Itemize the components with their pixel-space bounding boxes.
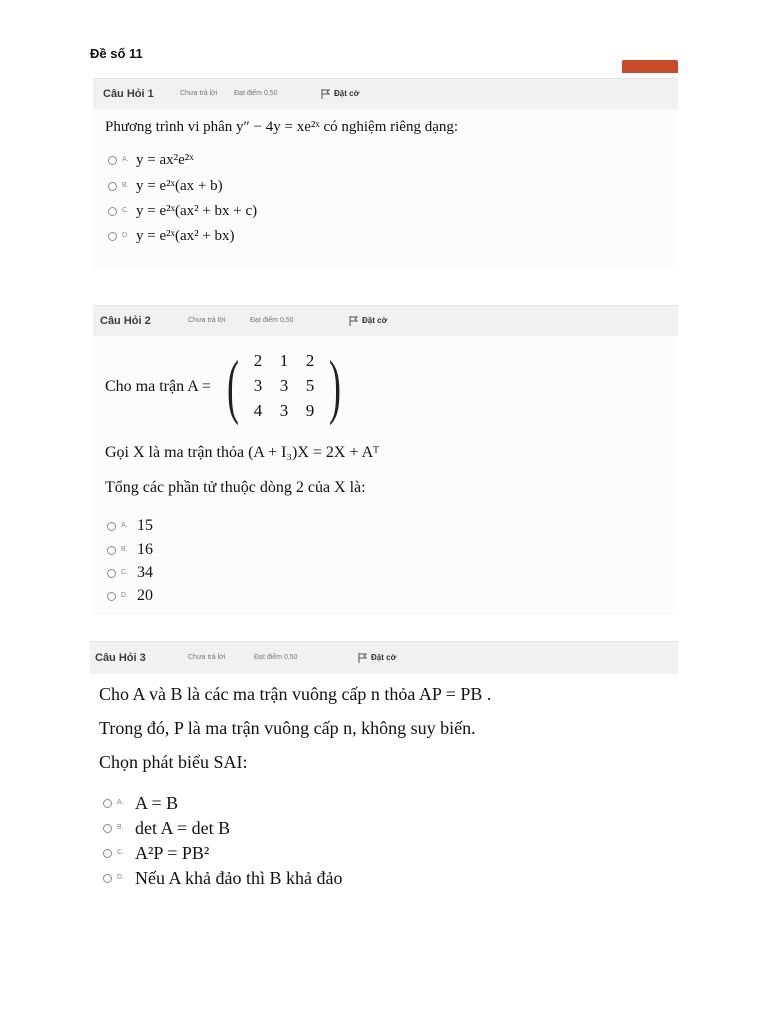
option-text: y = ax²e²ˣ <box>136 152 194 168</box>
option-text: y = e²ˣ(ax² + bx) <box>136 228 235 244</box>
question-3-number: Câu Hỏi 3 <box>95 652 146 664</box>
option-text: 16 <box>137 541 153 558</box>
option-letter: A. <box>122 156 129 163</box>
option-text: 15 <box>137 517 153 534</box>
radio-icon[interactable] <box>103 849 112 858</box>
option-text: det A = det B <box>135 818 231 838</box>
radio-icon[interactable] <box>107 522 116 531</box>
question-2-option-a[interactable] <box>107 516 307 536</box>
option-text: y = e²ˣ(ax² + bx + c) <box>136 203 258 219</box>
question-2-option-c[interactable] <box>107 563 307 583</box>
question-1-option-c[interactable] <box>108 201 408 221</box>
matrix-cell: 3 <box>253 376 263 395</box>
question-3-prompt-line-2: Trong đó, P là ma trận vuông cấp n, không suy biến. <box>99 718 476 738</box>
radio-icon[interactable] <box>103 824 112 833</box>
option-letter: A. <box>117 799 124 806</box>
radio-icon[interactable] <box>103 874 112 883</box>
radio-icon[interactable] <box>103 799 112 808</box>
question-2-card <box>93 305 678 615</box>
matrix-grid <box>245 351 323 421</box>
question-2-question: Tổng các phần tử thuộc dòng 2 của X là: <box>105 479 366 496</box>
question-3-card <box>90 641 678 911</box>
question-2-status: Chưa trả lời <box>188 317 226 324</box>
option-text: 34 <box>137 564 153 581</box>
option-letter: D. <box>117 874 124 881</box>
option-letter: C. <box>121 569 128 576</box>
question-3-status: Chưa trả lời <box>188 654 226 661</box>
option-letter: B. <box>117 824 124 831</box>
matrix-a <box>221 346 347 426</box>
matrix-cell: 2 <box>253 351 263 370</box>
question-3-prompt-line-1: Cho A và B là các ma trận vuông cấp n thỏa AP = PB . <box>99 684 492 704</box>
option-letter: C. <box>117 849 124 856</box>
matrix-cell: 3 <box>279 376 289 395</box>
question-3-body <box>90 674 678 911</box>
question-1-number: Câu Hỏi 1 <box>103 88 154 100</box>
question-2-condition: Gọi X là ma trận thỏa (A + I₃)X = 2X + Aᵀ <box>105 444 379 461</box>
option-letter: B. <box>121 546 128 553</box>
radio-icon[interactable] <box>107 592 116 601</box>
question-2-flag-label: Đặt cờ <box>362 316 388 325</box>
matrix-cell: 4 <box>253 401 263 420</box>
question-1-flag-label: Đặt cờ <box>334 89 360 98</box>
question-2-matrix-intro: Cho ma trận A = <box>105 378 211 395</box>
radio-icon[interactable] <box>108 232 117 241</box>
question-3-flag-button[interactable] <box>358 642 396 674</box>
question-1-body <box>93 109 678 270</box>
document-title: Đề số 11 <box>90 46 143 61</box>
question-2-body <box>93 336 678 615</box>
question-2-score: Đạt điểm 0,50 <box>250 317 294 324</box>
flag-icon <box>349 316 358 326</box>
question-3-prompt-line-3: Chọn phát biểu SAI: <box>99 752 248 772</box>
question-3-flag-label: Đặt cờ <box>371 653 397 662</box>
question-1-header <box>93 78 678 110</box>
question-1-prompt: Phương trình vi phân y″ − 4y = xe²ˣ có nghiệm riêng dạng: <box>105 119 459 135</box>
question-3-option-c[interactable] <box>103 842 423 864</box>
option-letter: C. <box>122 207 129 214</box>
right-bracket: ) <box>328 346 341 426</box>
question-2-option-d[interactable] <box>107 586 307 606</box>
radio-icon[interactable] <box>107 569 116 578</box>
flag-icon <box>358 653 367 663</box>
radio-icon[interactable] <box>108 182 117 191</box>
radio-icon[interactable] <box>108 207 117 216</box>
matrix-cell: 9 <box>305 401 315 420</box>
question-1-option-a[interactable] <box>108 150 408 170</box>
matrix-cell: 1 <box>279 351 289 370</box>
question-1-option-d[interactable] <box>108 226 408 246</box>
question-1-flag-button[interactable] <box>321 79 359 109</box>
question-3-score: Đạt điểm 0,50 <box>254 654 298 661</box>
navigation-tab-stub[interactable] <box>622 60 678 73</box>
option-text: A = B <box>135 793 179 813</box>
radio-icon[interactable] <box>108 156 117 165</box>
option-letter: B. <box>122 182 129 189</box>
question-2-header <box>93 305 678 337</box>
question-3-option-a[interactable] <box>103 792 423 814</box>
question-1-card <box>93 78 678 270</box>
left-bracket: ( <box>226 346 239 426</box>
question-1-option-b[interactable] <box>108 176 408 196</box>
question-1-score: Đạt điểm 0,50 <box>234 90 278 97</box>
question-2-number: Câu Hỏi 2 <box>100 315 151 327</box>
option-letter: A. <box>121 522 128 529</box>
matrix-cell: 3 <box>279 401 289 420</box>
question-3-option-b[interactable] <box>103 817 423 839</box>
question-2-flag-button[interactable] <box>349 306 387 336</box>
option-text: y = e²ˣ(ax + b) <box>136 178 223 194</box>
question-3-option-d[interactable] <box>103 867 423 889</box>
matrix-cell: 2 <box>305 351 315 370</box>
option-text: Nếu A khả đảo thì B khả đảo <box>135 868 343 888</box>
question-3-header <box>90 641 678 675</box>
option-letter: D. <box>122 232 129 239</box>
question-1-status: Chưa trả lời <box>180 90 218 97</box>
option-text: A²P = PB² <box>135 843 210 863</box>
matrix-cell: 5 <box>305 376 315 395</box>
radio-icon[interactable] <box>107 546 116 555</box>
question-2-option-b[interactable] <box>107 540 307 560</box>
flag-icon <box>321 89 330 99</box>
option-text: 20 <box>137 587 153 604</box>
option-letter: D. <box>121 592 128 599</box>
